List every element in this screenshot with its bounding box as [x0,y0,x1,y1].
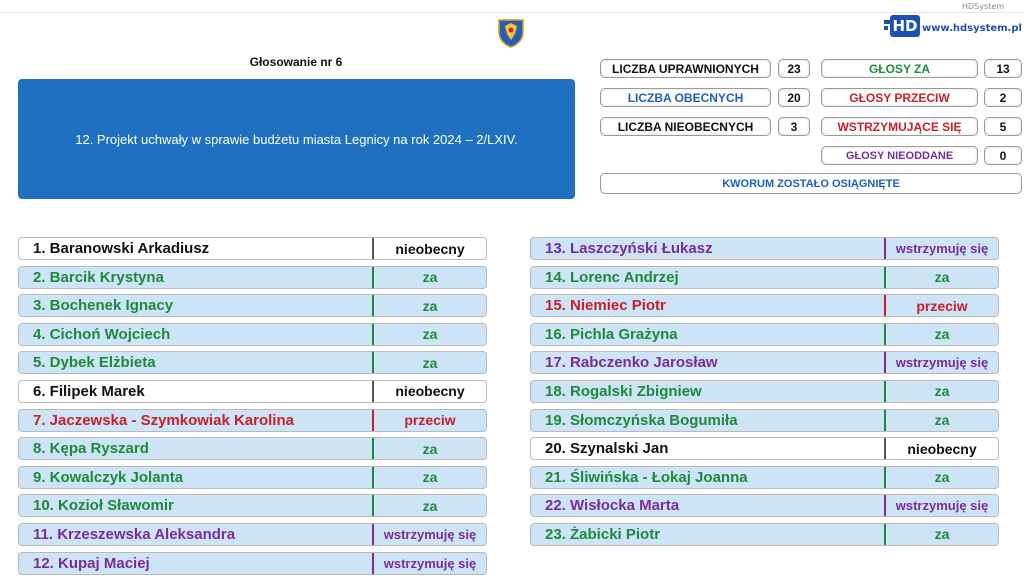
quorum-status: KWORUM ZOSTAŁO OSIĄGNIĘTE [600,173,1022,194]
councillor-vote: nieobecny [907,440,977,457]
absent-count-label: LICZBA NIEOBECNYCH [600,117,771,136]
councillor-vote: za [422,497,438,514]
councillor-list-right [530,237,999,552]
councillor-vote: wstrzymuję się [895,355,989,371]
councillor-row [18,380,487,403]
councillor-name: 20. Szynalski Jan [545,440,669,458]
present-count-value: 20 [778,88,810,107]
councillor-vote: za [422,469,438,486]
councillor-vote: wstrzymuję się [383,555,477,571]
councillor-vote: za [422,326,438,343]
councillor-name: 23. Żabicki Piotr [545,525,661,543]
councillor-row [18,351,487,374]
councillor-name: 16. Pichla Grażyna [545,325,678,343]
votes-against-label: GŁOSY PRZECIW [821,88,978,107]
votes-abstain-value: 5 [984,117,1022,136]
councillor-list-left [18,237,487,580]
councillor-name: 15. Niemiec Piotr [545,297,666,315]
councillor-name: 1. Baranowski Arkadiusz [33,240,210,257]
councillor-row [530,523,999,546]
councillor-row [18,409,487,432]
councillor-name: 12. Kupaj Maciej [33,554,150,572]
top-divider [0,12,1024,13]
councillor-name: 17. Rabczenko Jarosław [545,354,718,372]
councillor-vote: wstrzymuję się [895,498,989,514]
councillor-row [530,266,999,289]
councillor-row [530,437,999,460]
votes-not-cast-label: GŁOSY NIEODDANE [821,146,978,165]
councillor-vote: wstrzymuję się [895,241,989,256]
councillor-row [18,552,487,575]
councillor-vote: za [422,269,438,286]
councillor-name: 9. Kowalczyk Jolanta [33,468,184,486]
councillor-vote: za [422,354,438,371]
councillor-row [530,294,999,317]
councillor-vote: za [934,469,950,486]
councillor-vote: nieobecny [395,240,465,257]
councillor-vote: za [934,383,950,400]
councillor-row [530,409,999,432]
councillor-name: 13. Laszczyński Łukasz [545,240,713,257]
councillor-vote: za [934,526,950,543]
councillor-vote: za [934,326,950,343]
councillor-name: 18. Rogalski Zbigniew [545,382,702,400]
councillor-row [530,494,999,517]
councillor-vote: przeciw [916,297,968,314]
councillor-row [18,523,487,546]
brand-url: www.hdsystem.pl [922,23,1022,34]
councillor-name: 19. Słomczyńska Bogumiła [545,411,738,429]
brand-logo-text: HD [892,17,918,35]
votes-abstain-label: WSTRZYMUJĄCE SIĘ [821,117,978,136]
councillor-vote: za [422,297,438,314]
councillor-row [18,323,487,346]
councillor-vote: przeciw [404,412,456,429]
councillor-row [530,323,999,346]
eligible-count-value: 23 [778,59,810,78]
councillor-row [530,466,999,489]
councillor-name: 8. Kępa Ryszard [33,440,149,458]
vote-title: Głosowanie nr 6 [249,55,343,69]
councillor-row [530,237,999,260]
votes-not-cast-value: 0 [984,146,1022,165]
councillor-vote: nieobecny [395,383,465,400]
eligible-count-label: LICZBA UPRAWNIONYCH [600,59,771,78]
councillor-vote: wstrzymuję się [383,526,477,542]
resolution-text: 12. Projekt uchwały w sprawie budżetu miasta Legnicy na rok 2024 – 2/LXIV. [75,131,518,147]
councillor-name: 2. Barcik Krystyna [33,268,164,286]
hdsystem-logo-icon [884,14,922,38]
councillor-row [530,351,999,374]
brand-logo [884,14,1020,42]
system-label: HDSystem [961,2,1004,11]
votes-against-value: 2 [984,88,1022,107]
resolution-panel [18,79,575,199]
councillor-row [18,494,487,517]
councillor-name: 4. Cichoń Wojciech [33,325,171,343]
votes-for-label: GŁOSY ZA [821,59,978,78]
councillor-name: 10. Kozioł Sławomir [33,497,174,515]
councillor-row [18,466,487,489]
councillor-row [18,437,487,460]
councillor-name: 5. Dybek Elżbieta [33,354,156,372]
councillor-row [18,237,487,260]
councillor-vote: za [934,269,950,286]
votes-for-value: 13 [984,59,1022,78]
councillor-row [18,294,487,317]
councillor-name: 11. Krzeszewska Aleksandra [33,525,236,543]
councillor-name: 6. Filipek Marek [33,382,145,400]
coat-of-arms-icon [497,18,525,48]
councillor-vote: za [934,412,950,429]
councillor-row [530,380,999,403]
absent-count-value: 3 [778,117,810,136]
present-count-label: LICZBA OBECNYCH [600,88,771,107]
councillor-row [18,266,487,289]
councillor-name: 21. Śliwińska - Łokaj Joanna [545,468,748,486]
councillor-name: 7. Jaczewska - Szymkowiak Karolina [33,411,294,429]
councillor-name: 14. Lorenc Andrzej [545,268,679,286]
councillor-name: 22. Wisłocka Marta [545,497,680,515]
councillor-name: 3. Bochenek Ignacy [33,297,174,315]
councillor-vote: za [422,440,438,457]
